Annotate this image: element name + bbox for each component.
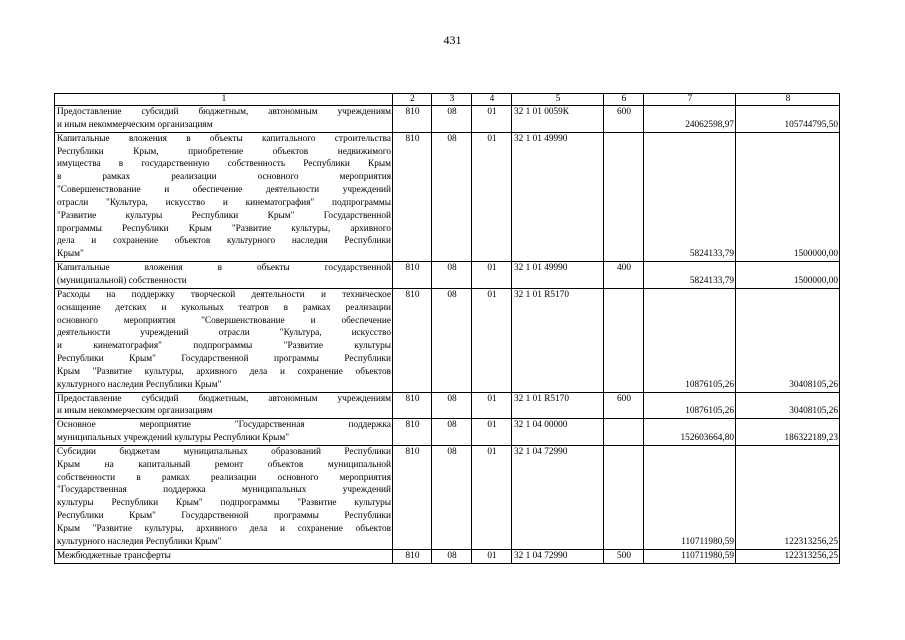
expense-name-line: основного мероприятия "Совершенствование и обеспечение [57,315,391,326]
department-code-cell: 810 [393,132,432,261]
expense-name-line: и иным некоммерческим организациям [57,406,213,417]
table-row [55,392,840,419]
expense-name-line: собственности в рамках реализации основного мероприятия [57,472,391,483]
expense-name-line: Крым" [57,249,84,260]
expense-name-line: оснащение детских и кукольных театров в рамках реализации [57,302,391,313]
section-code-cell: 08 [432,549,472,563]
expense-name-line: (муниципальной) собственности [57,275,187,286]
amount-year1-cell: 10876105,26 [644,392,736,419]
section-code-cell: 08 [432,392,472,419]
column-header: 8 [736,94,840,106]
department-code-cell: 810 [393,445,432,549]
target-article-code-cell: 32 1 01 R5170 [512,288,604,392]
target-article-code-cell: 32 1 01 0059К [512,106,604,133]
section-code-cell: 08 [432,106,472,133]
expense-name-cell [55,392,393,419]
department-code-cell: 810 [393,419,432,446]
expense-type-code-cell [604,445,644,549]
department-code-cell: 810 [393,288,432,392]
section-code-cell: 08 [432,445,472,549]
section-code-cell: 08 [432,419,472,446]
column-header: 1 [55,94,393,106]
subsection-code-cell: 01 [472,445,512,549]
target-article-code-cell: 32 1 01 49990 [512,132,604,261]
page-number: 431 [443,33,462,47]
expense-type-code-cell [604,132,644,261]
target-article-code-cell: 32 1 04 00000 [512,419,604,446]
amount-year1-cell: 5824133,79 [644,132,736,261]
expense-name-line: Крым на капитальный ремонт объектов муниципальной [57,459,391,470]
expense-type-code-cell: 600 [604,392,644,419]
amount-year2-cell: 186322189,23 [736,419,840,446]
target-article-code-cell: 32 1 04 72990 [512,549,604,563]
table-row [55,288,840,392]
expense-type-code-cell [604,288,644,392]
target-article-code-cell: 32 1 01 R5170 [512,392,604,419]
section-code-cell: 08 [432,262,472,289]
expense-name-cell [55,106,393,133]
expense-name-line: "Государственная поддержка муниципальных учреждений [57,485,391,496]
section-code-cell: 08 [432,132,472,261]
department-code-cell: 810 [393,549,432,563]
expense-type-code-cell [604,419,644,446]
amount-year1-cell: 24062598,97 [644,106,736,133]
expense-name-line: Крым "Развитие культуры, архивного дела и сохранение объектов [57,524,391,534]
expense-type-code-cell: 500 [604,549,644,563]
column-header: 4 [472,94,512,106]
expense-name-line: и кинематография" подпрограммы "Развитие культуры [57,341,391,352]
column-header: 2 [393,94,432,106]
subsection-code-cell: 01 [472,549,512,563]
department-code-cell: 810 [393,392,432,419]
column-header: 3 [432,94,472,106]
table-row [55,132,840,261]
expense-name-cell [55,262,393,289]
expense-name-cell [55,419,393,446]
amount-year1-cell: 152603664,80 [644,419,736,446]
expense-name-line: в рамках реализации основного мероприятия [57,172,391,183]
amount-year2-cell: 1500000,00 [736,262,840,289]
expense-name-cell [55,445,393,549]
expense-name-line: Межбюджетные трансферты [57,550,171,561]
expense-name-line: "Совершенствование и обеспечение деятельности учреждений [57,185,391,196]
expense-name-line: Субсидии бюджетам муниципальных образований Республики [57,446,391,457]
expense-type-code-cell: 400 [604,262,644,289]
department-code-cell: 810 [393,262,432,289]
amount-year2-cell: 30408105,26 [736,288,840,392]
expense-name-line: "Развитие культуры Республики Крым" Государственной [57,210,391,221]
expense-type-code-cell: 600 [604,106,644,133]
expense-name-cell [55,288,393,392]
header-row [55,94,840,106]
amount-year2-cell: 105744795,50 [736,106,840,133]
subsection-code-cell: 01 [472,419,512,446]
expense-name-line: Капитальные вложения в объекты капитального строительства [57,133,391,144]
amount-year2-cell: 122313256,25 [736,549,840,563]
amount-year1-cell: 10876105,26 [644,288,736,392]
subsection-code-cell: 01 [472,392,512,419]
column-header: 6 [604,94,644,106]
section-code-cell: 08 [432,288,472,392]
table-row [55,445,840,549]
expense-name-line: Крым "Развитие культуры, архивного дела и сохранение объектов [57,366,391,377]
expense-name-line: и иным некоммерческим организациям [57,119,213,130]
expense-name-line: Основное мероприятие "Государственная поддержка [57,420,391,431]
expense-name-line: Республики Крым, приобретение объектов недвижимого [57,146,391,157]
expense-name-cell [55,549,393,563]
expense-name-line: деятельности учреждений отрасли "Культура, искусство [57,328,391,339]
expense-name-line: Предоставление субсидий бюджетным, автономным учреждениям [57,107,391,117]
column-header: 7 [644,94,736,106]
expense-name-line: Расходы на поддержку творческой деятельности и техническое [57,289,391,300]
table-row [55,262,840,289]
subsection-code-cell: 01 [472,288,512,392]
expense-name-line: Капитальные вложения в объекты государственной [57,263,391,274]
target-article-code-cell: 32 1 01 49990 [512,262,604,289]
expense-name-line: культурного наследия Республики Крым" [57,536,222,547]
expense-name-line: Республики Крым" Государственной программы Республики [57,354,391,365]
expense-name-line: программы Республики Крым "Развитие культуры, архивного [57,223,391,234]
expense-name-line: культуры Республики Крым" подпрограммы "Развитие культуры [57,498,391,509]
department-code-cell: 810 [393,106,432,133]
column-header: 5 [512,94,604,106]
budget-table [54,93,840,564]
expense-name-line: культурного наследия Республики Крым" [57,379,222,390]
expense-name-cell [55,132,393,261]
amount-year2-cell: 30408105,26 [736,392,840,419]
amount-year2-cell: 1500000,00 [736,132,840,261]
expense-name-line: дела и сохранение объектов культурного наследия Республики [57,236,391,247]
amount-year1-cell: 5824133,79 [644,262,736,289]
expense-name-line: имущества в государственную собственность Республики Крым [57,159,391,170]
table-row [55,106,840,133]
expense-name-line: Республики Крым" Государственной программы Республики [57,511,391,522]
expense-name-line: Предоставление субсидий бюджетным, автономным учреждениям [57,393,391,404]
amount-year2-cell: 122313256,25 [736,445,840,549]
subsection-code-cell: 01 [472,132,512,261]
target-article-code-cell: 32 1 04 72990 [512,445,604,549]
subsection-code-cell: 01 [472,262,512,289]
expense-name-line: муниципальных учреждений культуры Республики Крым" [57,433,290,444]
expense-name-line: отрасли "Культура, искусство и кинематография" подпрограммы [57,197,391,208]
amount-year1-cell: 110711980,59 [644,445,736,549]
table-row [55,549,840,563]
subsection-code-cell: 01 [472,106,512,133]
amount-year1-cell: 110711980,59 [644,549,736,563]
table-row [55,419,840,446]
